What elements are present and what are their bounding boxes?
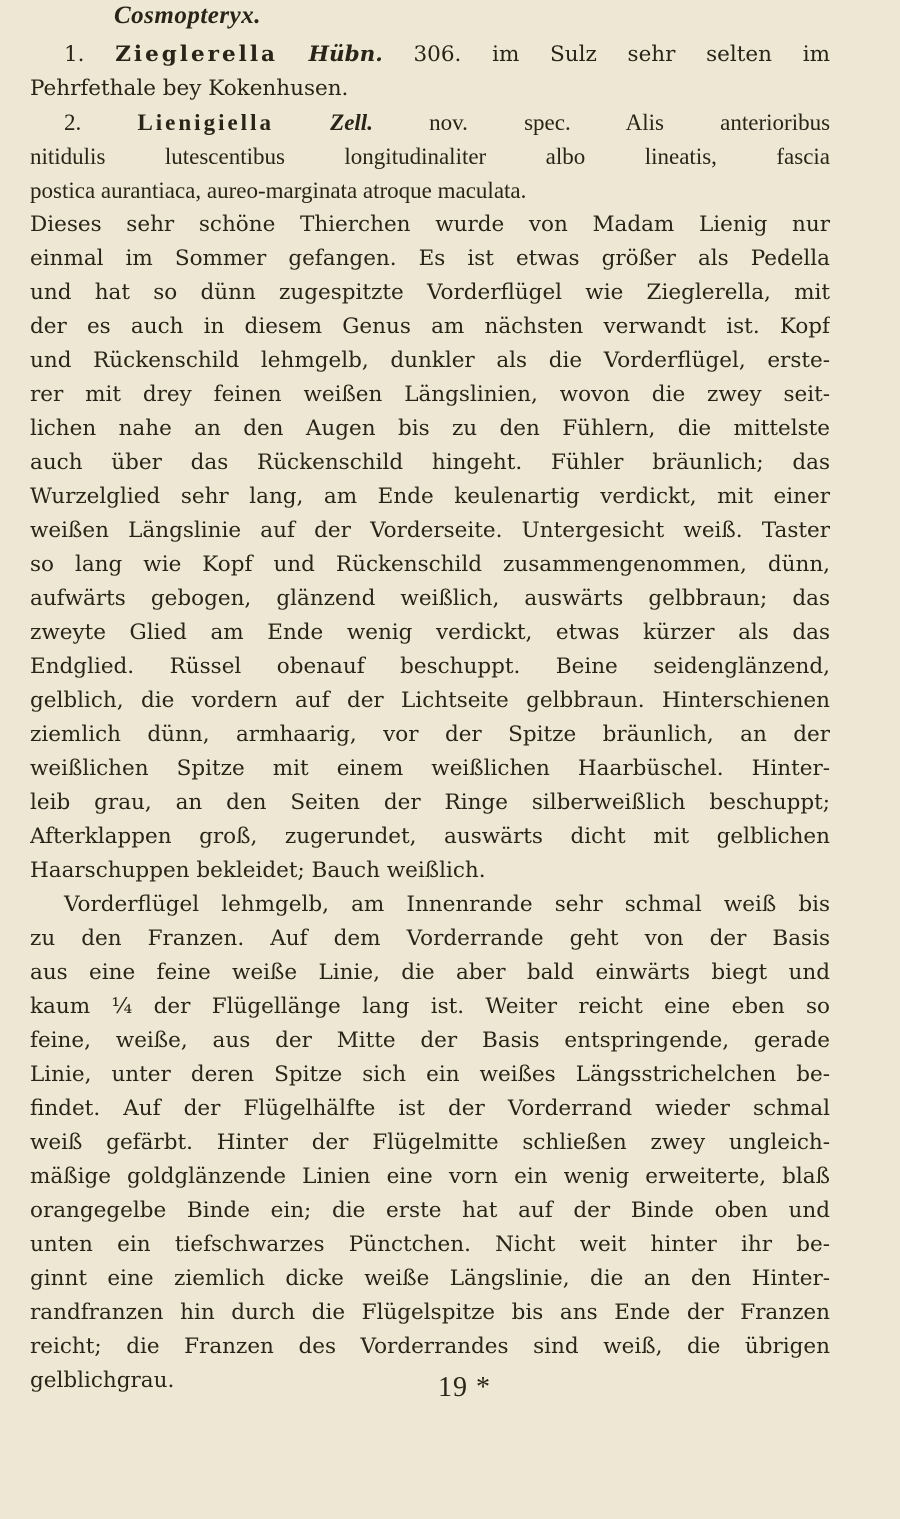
text-line: zu den Franzen. Auf dem Vorderrande geht von der Basis <box>30 926 830 951</box>
text-line: ziemlich dünn, armhaarig, vor der Spitze bräunlich, an der <box>30 722 830 747</box>
text-line: Afterklappen groß, zugerundet, auswärts dicht mit gelblichen <box>30 824 830 849</box>
entry-1-header-line <box>30 38 830 72</box>
entry-2-header-line <box>30 106 830 140</box>
text-line: Endglied. Rüssel obenauf beschuppt. Beine seidenglänzend, <box>30 654 830 679</box>
genus-heading: Cosmopteryx. <box>114 2 261 29</box>
text-line: aufwärts gebogen, glänzend weißlich, auswärts gelbbraun; das <box>30 586 830 611</box>
entry-2-species: Lienigiella <box>137 110 274 135</box>
entry-1-rest: 306. im Sulz sehr selten im <box>413 42 830 67</box>
entry-2-latin-rest: nov. spec. Alis anterioribus <box>429 110 830 135</box>
text-line: ginnt eine ziemlich dicke weiße Längslinie, die an den Hinter- <box>30 1266 830 1291</box>
text-line: Wurzelglied sehr lang, am Ende keulenartig verdickt, mit einer <box>30 484 830 509</box>
text-line: gelblichgrau. <box>30 1368 175 1393</box>
text-line: leib grau, an den Seiten der Ringe silberweißlich beschuppt; <box>30 790 830 815</box>
text-line: weißlichen Spitze mit einem weißlichen Haarbüschel. Hinter- <box>30 756 830 781</box>
text-line: findet. Auf der Flügelhälfte ist der Vorderrand wieder schmal <box>30 1096 830 1121</box>
text-line: Vorderflügel lehmgelb, am Innenrande sehr schmal weiß bis <box>64 892 830 917</box>
text-line: so lang wie Kopf und Rückenschild zusammengenommen, dünn, <box>30 552 830 577</box>
text-line: mäßige goldglänzende Linien eine vorn ein wenig erweiterte, blaß <box>30 1164 830 1189</box>
description-paragraph-2 <box>30 888 830 1398</box>
entry-1-species: Zieglerella <box>115 42 278 67</box>
text-line: einmal im Sommer gefangen. Es ist etwas größer als Pedella <box>30 246 830 271</box>
text-line: auch über das Rückenschild hingeht. Fühler bräunlich; das <box>30 450 830 475</box>
entry-1-author: Hübn. <box>308 42 383 67</box>
entry-2-latin-line-2: nitidulis lutescentibus longitudinaliter albo lineatis, fascia <box>30 144 830 169</box>
text-line: gelblich, die vordern auf der Lichtseite gelbbraun. Hinterschienen <box>30 688 830 713</box>
text-line: Dieses sehr schöne Thierchen wurde von Madam Lienig nur <box>30 212 830 237</box>
entry-1-number: 1. <box>64 42 85 67</box>
text-line: feine, weiße, aus der Mitte der Basis entspringende, gerade <box>30 1028 830 1053</box>
text-line: reicht; die Franzen des Vorderrandes sind weiß, die übrigen <box>30 1334 830 1359</box>
text-line: rer mit drey feinen weißen Längslinien, wovon die zwey seit- <box>30 382 830 407</box>
book-page <box>30 0 830 1519</box>
text-line: weißen Längslinie auf der Vorderseite. Untergesicht weiß. Taster <box>30 518 830 543</box>
text-line: und Rückenschild lehmgelb, dunkler als die Vorderflügel, erste- <box>30 348 830 373</box>
text-line: weiß gefärbt. Hinter der Flügelmitte schließen zwey ungleich- <box>30 1130 830 1155</box>
description-paragraph-1 <box>30 208 830 888</box>
text-line: lichen nahe an den Augen bis zu den Fühlern, die mittelste <box>30 416 830 441</box>
text-line: der es auch in diesem Genus am nächsten verwandt ist. Kopf <box>30 314 830 339</box>
entry-1-line-2: Pehrfethale bey Kokenhusen. <box>30 76 349 101</box>
text-line: Haarschuppen bekleidet; Bauch weißlich. <box>30 858 486 883</box>
text-line: unten ein tiefschwarzes Pünctchen. Nicht weit hinter ihr be- <box>30 1232 830 1257</box>
text-line: orangegelbe Binde ein; die erste hat auf der Binde oben und <box>30 1198 830 1223</box>
entry-2-number: 2. <box>64 110 82 135</box>
text-line: randfranzen hin durch die Flügelspitze bis ans Ende der Franzen <box>30 1300 830 1325</box>
text-line: und hat so dünn zugespitzte Vorderflügel wie Zieglerella, mit <box>30 280 830 305</box>
text-line: zweyte Glied am Ende wenig verdickt, etwas kürzer als das <box>30 620 830 645</box>
page-number: 19 * <box>438 1372 491 1403</box>
entry-2-author: Zell. <box>330 110 373 135</box>
text-line: kaum ¼ der Flügellänge lang ist. Weiter reicht eine eben so <box>30 994 830 1019</box>
text-line: Linie, unter deren Spitze sich ein weißes Längsstrichelchen be- <box>30 1062 830 1087</box>
entry-2-latin-line-3: postica aurantiaca, aureo-marginata atroque maculata. <box>30 178 527 203</box>
text-line: aus eine feine weiße Linie, die aber bald einwärts biegt und <box>30 960 830 985</box>
page-body <box>30 38 830 1398</box>
